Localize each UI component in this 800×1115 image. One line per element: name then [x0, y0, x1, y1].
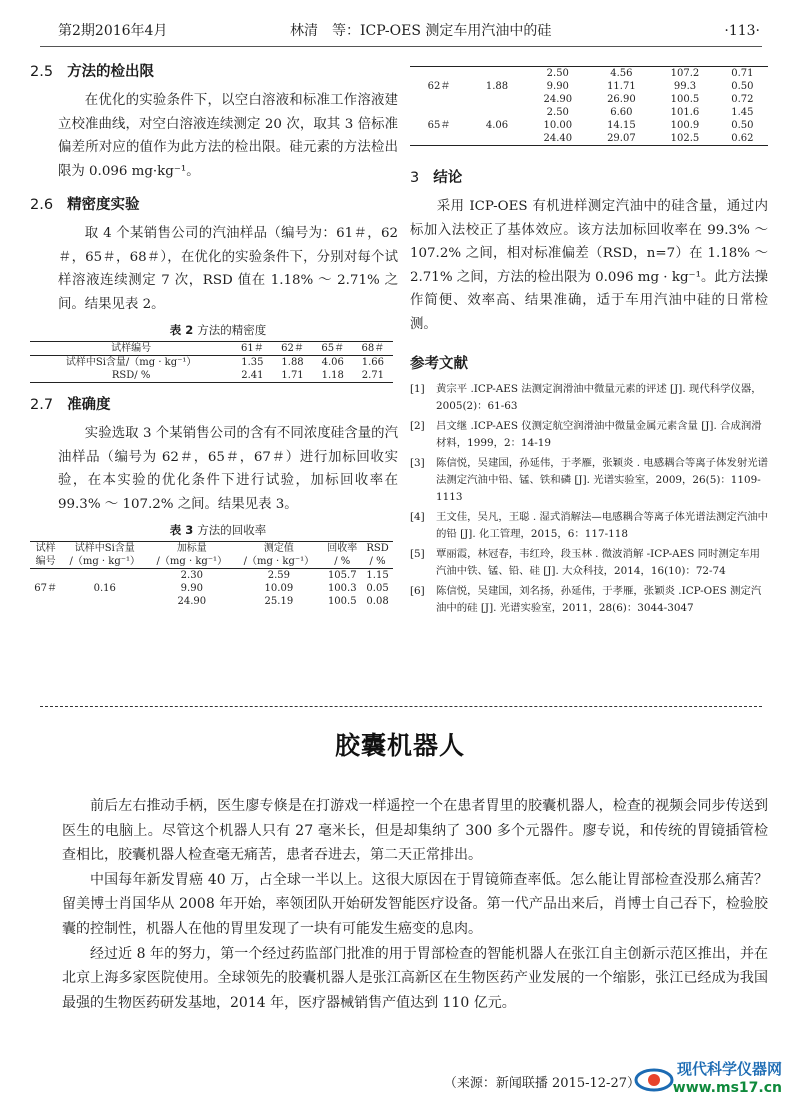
- article-paragraph: 经过近 8 年的努力，第一个经过药监部门批准的用于胃部检查的智能机器人在张江自主创新示范区推出，并在北京上海多家医院使用。全球领先的胶囊机器人是张江高新区在生物医药产业发展的一个缩影，张江已经成为我国最强的生物医药研发基地，2014 年，医疗器械销售产值达到 110 亿元。: [62, 945, 768, 1011]
- section-3-heading: 3 结论: [410, 170, 463, 186]
- table-row: 65＃ 4.06 10.00 14.15 100.9 0.50: [427, 120, 754, 131]
- article-source: （来源：新闻联播 2015-12-27）: [443, 1076, 640, 1091]
- section-3-text: 采用 ICP-OES 有机进样测定汽油中的硅含量，通过内标加入法校正了基体效应。该方法加标回收率在 99.3% ～ 107.2% 之间，相对标准偏差（RSD，n=7）在 1.18% ～ 2.71% 之间，方法的检出限为 0.096 mg · kg⁻¹。此方法操作简便、效率高、结果准确，适于车用汽油中硅的日常检测。: [410, 199, 768, 332]
- section-divider: [40, 706, 762, 707]
- table-row: 2.30 2.59 105.7 1.15: [180, 570, 389, 581]
- section-2-5-text: 在优化的实验条件下，以空白溶液和标准工作溶液建立校准曲线，对空白溶液连续测定 20 次，取其 3 倍标准偏差所对应的值作为此方法的检出限。硅元素的方法检出限为 0.096 mg·kg⁻¹。: [58, 93, 398, 179]
- references-list: [410, 381, 768, 617]
- section-2-7-text: 实验选取 3 个某销售公司的含有不同浓度硅含量的汽油样品（编号为 62＃，65＃，67＃）进行加标回收实验，在本实验的优化条件下进行试验，加标回收率在 99.3% ～ 107.2% 之间。结果见表 3。: [58, 426, 398, 512]
- table-row: 24.90 25.19 100.5 0.08: [177, 596, 389, 607]
- references-heading: 参考文献: [410, 356, 468, 372]
- table-header-row: 试样编号 61＃ 62＃ 65＃ 68＃: [30, 342, 393, 356]
- section-2-7-heading: 2.7 准确度: [30, 397, 111, 413]
- table-row: 2.50 6.60 101.6 1.45: [546, 107, 754, 118]
- table-row: 67＃ 0.16 9.90 10.09 100.3 0.05: [34, 583, 389, 594]
- reference-item: [2] 吕文继 .ICP-AES 仪测定航空润滑油中微量金属元素含量 [J]. 合成润滑材料，1999，2：14-19: [410, 420, 762, 449]
- reference-item: [3] 陈信悦，吴建国，孙延伟，于孝雁，张颖炎 . 电感耦合等离子体发射光谱法测定汽油中铅、锰、铁和磷 [J]. 光谱实验室，2009，26(5)：1109-1113: [410, 457, 769, 503]
- article-title: 胶囊机器人: [334, 731, 465, 760]
- precision-table: [30, 341, 393, 383]
- recovery-table: [30, 541, 393, 608]
- watermark-text: 现代科学仪器网: [676, 1060, 782, 1078]
- reference-item: [1] 黄宗平 .ICP-AES 法测定润滑油中微量元素的评述 [J]. 现代科学仪器，2005(2)：61-63: [410, 383, 762, 412]
- table-row: 2.50 4.56 107.2 0.71: [410, 67, 768, 81]
- header-rule: [40, 46, 762, 47]
- table-row: 24.40 29.07 102.5 0.62: [410, 132, 768, 146]
- reference-item: [6] 陈信悦，吴建国，刘名扬，孙延伟，于孝雁，张颖炎 .ICP-OES 测定汽油中的硅 [J]. 光谱实验室，2011，28(6)：3044-3047: [410, 585, 762, 614]
- article-body: [62, 794, 768, 1015]
- table-2-caption: 表 2 方法的精密度: [169, 323, 267, 337]
- page-number: ·113·: [724, 23, 760, 39]
- section-2-5-heading: 2.5 方法的检出限: [30, 64, 155, 80]
- reference-item: [4] 王文佳，吴凡，王聪 . 湿式消解法—电感耦合等离子体光谱法测定汽油中的铅 [J]. 化工管理，2015，6：117-118: [410, 511, 769, 540]
- article-paragraph: 前后左右推动手柄，医生廖专倏是在打游戏一样遥控一个在患者胃里的胶囊机器人，检查的视频会同步传送到医生的电脑上。尽管这个机器人只有 27 毫米长，但是却集纳了 300 多个元器件。廖专说，和传统的胃镜插管检查相比，胶囊机器人检查毫无痛苦，患者吞进去，第二天正常排出。: [62, 798, 768, 864]
- section-2-6-heading: 2.6 精密度实验: [30, 197, 140, 213]
- table-row: 62＃ 1.88 9.90 11.71 99.3 0.50: [427, 81, 754, 92]
- reference-item: [5] 覃丽霞，林冠春，韦红玲，段玉林 . 微波消解 -ICP-AES 同时测定车用汽油中铁、锰、铅、硅 [J]. 大众科技，2014，16(10)：72-74: [410, 548, 760, 577]
- right-column: [410, 68, 768, 620]
- article-paragraph: 中国每年新发胃癌 40 万，占全球一半以上。这很大原因在于胃镜筛查率低。怎么能让胃部检查没那么痛苦？留美博士肖国华从 2008 年开始，率领团队开始研发智能医疗设备。第一代产品出来后，肖博士自己吞下，检验胶囊的控制性，机器人在他的胃里发现了一块有可能发生癌变的息肉。: [62, 871, 768, 937]
- table-row: 试样中Si含量/（mg · kg⁻¹） 1.35 1.88 4.06 1.66: [65, 357, 385, 368]
- table-row: 24.90 26.90 100.5 0.72: [543, 94, 754, 105]
- table-header-row: 编号 /（mg · kg⁻¹） /（mg · kg⁻¹） /（mg · kg⁻¹） / % / %: [30, 555, 393, 569]
- table-header-row: 试样 试样中Si含量 加标量 测定值 回收率 RSD: [30, 542, 393, 556]
- recovery-table-continued: [410, 66, 768, 146]
- running-title: 林清 等：ICP-OES 测定车用汽油中的硅: [290, 23, 552, 39]
- issue-date: 第2期2016年4月: [58, 23, 168, 39]
- table-row: RSD/ % 2.41 1.71 1.18 2.71: [30, 369, 393, 383]
- watermark-url: www.ms17.cn: [672, 1080, 782, 1096]
- section-2-6-text: 取 4 个某销售公司的汽油样品（编号为：61＃，62＃，65＃，68＃），在优化的实验条件下，分别对每个试样溶液连续测定 7 次，RSD 值在 1.18% ～ 2.71% 之间。结果见表 2。: [58, 226, 398, 312]
- table-3-caption: 表 3 方法的回收率: [169, 523, 267, 537]
- left-column: [30, 62, 398, 608]
